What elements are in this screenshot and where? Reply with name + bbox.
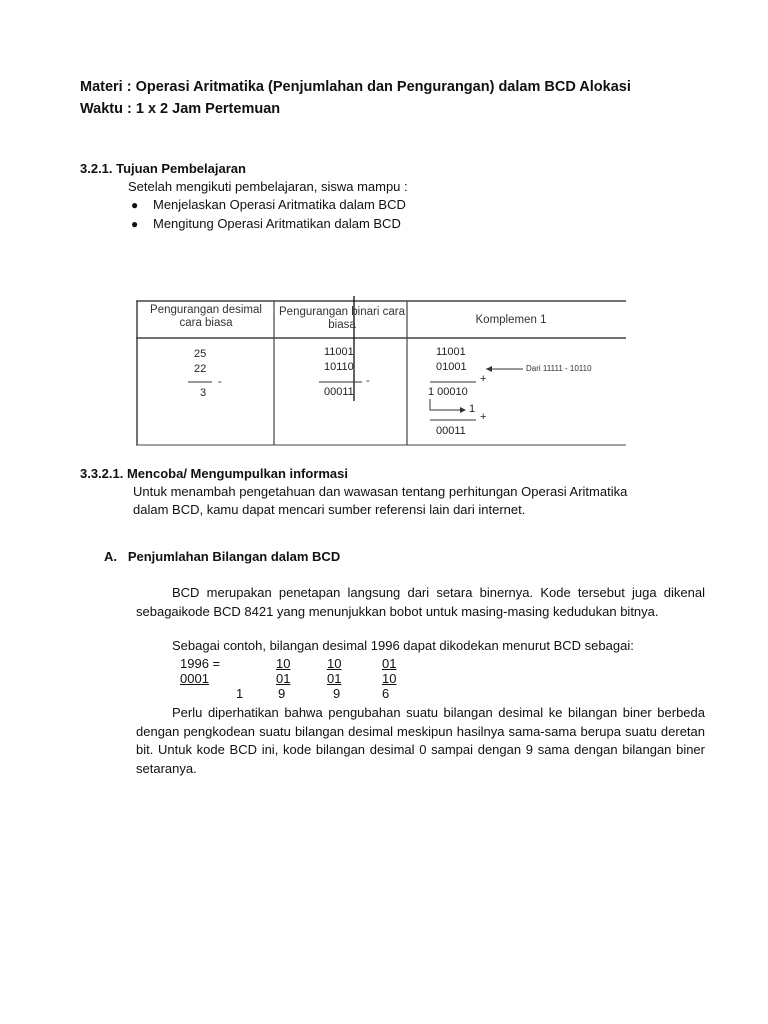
desimal-operand-a: 25: [194, 348, 207, 360]
heading-penjumlahan: A. Penjumlahan Bilangan dalam BCD: [104, 549, 341, 564]
bcd-r2-c2: 01: [327, 671, 342, 686]
mencoba-line-1: Untuk menambah pengetahuan dan wawasan tentang perhitungan Operasi Aritmatika: [133, 484, 628, 499]
komplemen-plus-2: +: [480, 411, 487, 423]
bcd-r2-c3: 10: [382, 671, 397, 686]
bullet-text-2: Mengitung Operasi Aritmatikan dalam BCD: [153, 216, 401, 231]
header-binari: Pengurangan binari cara biasa: [279, 306, 405, 331]
title-materi: Materi : Operasi Aritmatika (Penjumlahan dan Pengurangan) dalam BCD Alokasi: [80, 79, 631, 95]
bcd-r1-c1: 10: [276, 656, 291, 671]
komplemen-sum: 1 00010: [428, 386, 468, 398]
bcd-digit-1: 1: [236, 686, 244, 701]
binari-operand-a: 11001: [324, 346, 354, 358]
bcd-digit-4: 6: [382, 686, 390, 701]
bullet-icon: ●: [131, 217, 139, 231]
paragraph-contoh: Sebagai contoh, bilangan desimal 1996 dapat dikodekan menurut BCD sebagai:: [172, 638, 634, 653]
paragraph-bcd-intro: BCD merupakan penetapan langsung dari setara binernya. Kode tersebut juga dikenal sebagaikode BCD 8421 yang menunjukkan bobot untuk masing-masing kedudukan bitnya.: [136, 585, 705, 619]
bcd-digit-3: 9: [333, 686, 341, 701]
komplemen-operand-a: 11001: [436, 346, 466, 358]
header-komplemen: Komplemen 1: [475, 314, 547, 326]
bcd-r2-c0: 0001: [180, 671, 209, 686]
komplemen-result: 00011: [436, 425, 466, 437]
title-waktu: Waktu : 1 x 2 Jam Pertemuan: [80, 101, 281, 117]
bullet-icon: ●: [131, 198, 139, 212]
desimal-op: -: [218, 376, 222, 388]
subtraction-table-figure: [136, 296, 626, 448]
komplemen-operand-b: 01001: [436, 361, 467, 373]
header-desimal: Pengurangan desimal cara biasa: [150, 304, 262, 329]
bcd-digit-2: 9: [278, 686, 286, 701]
komplemen-carry: 1: [469, 403, 476, 415]
bcd-r2-c1: 01: [276, 671, 291, 686]
desimal-operand-b: 22: [194, 363, 207, 375]
desimal-result: 3: [200, 387, 207, 399]
bcd-label-1996: 1996 =: [180, 656, 221, 671]
bcd-r1-c2: 10: [327, 656, 342, 671]
paragraph-perlu-diperhatikan: Perlu diperhatikan bahwa pengubahan suatu bilangan desimal ke bilangan biner berbeda dengan pengkodean suatu bilangan desimal meskipun hasilnya sama-sama berupa suatu deretan bit. Untuk kode BCD ini, kode bilangan desimal 0 sampai dengan 9 sama dengan bilangan biner setaranya.: [136, 705, 705, 776]
bullet-text-1: Menjelaskan Operasi Aritmatika dalam BCD: [153, 197, 406, 212]
binari-result: 00011: [324, 386, 354, 398]
komplemen-plus: +: [480, 373, 487, 385]
tujuan-intro: Setelah mengikuti pembelajaran, siswa mampu :: [128, 179, 408, 194]
mencoba-line-2: dalam BCD, kamu dapat mencari sumber referensi lain dari internet.: [133, 502, 526, 517]
heading-mencoba: 3.3.2.1. Mencoba/ Mengumpulkan informasi: [80, 466, 349, 481]
binari-op: -: [366, 375, 370, 387]
komplemen-note: Dari 11111 - 10110: [526, 364, 592, 373]
bullet-item: [131, 197, 138, 212]
bcd-r1-c3: 01: [382, 656, 397, 671]
heading-tujuan: 3.2.1. Tujuan Pembelajaran: [80, 161, 246, 176]
binari-operand-b: 10110: [324, 361, 354, 373]
bullet-item: [131, 216, 138, 231]
